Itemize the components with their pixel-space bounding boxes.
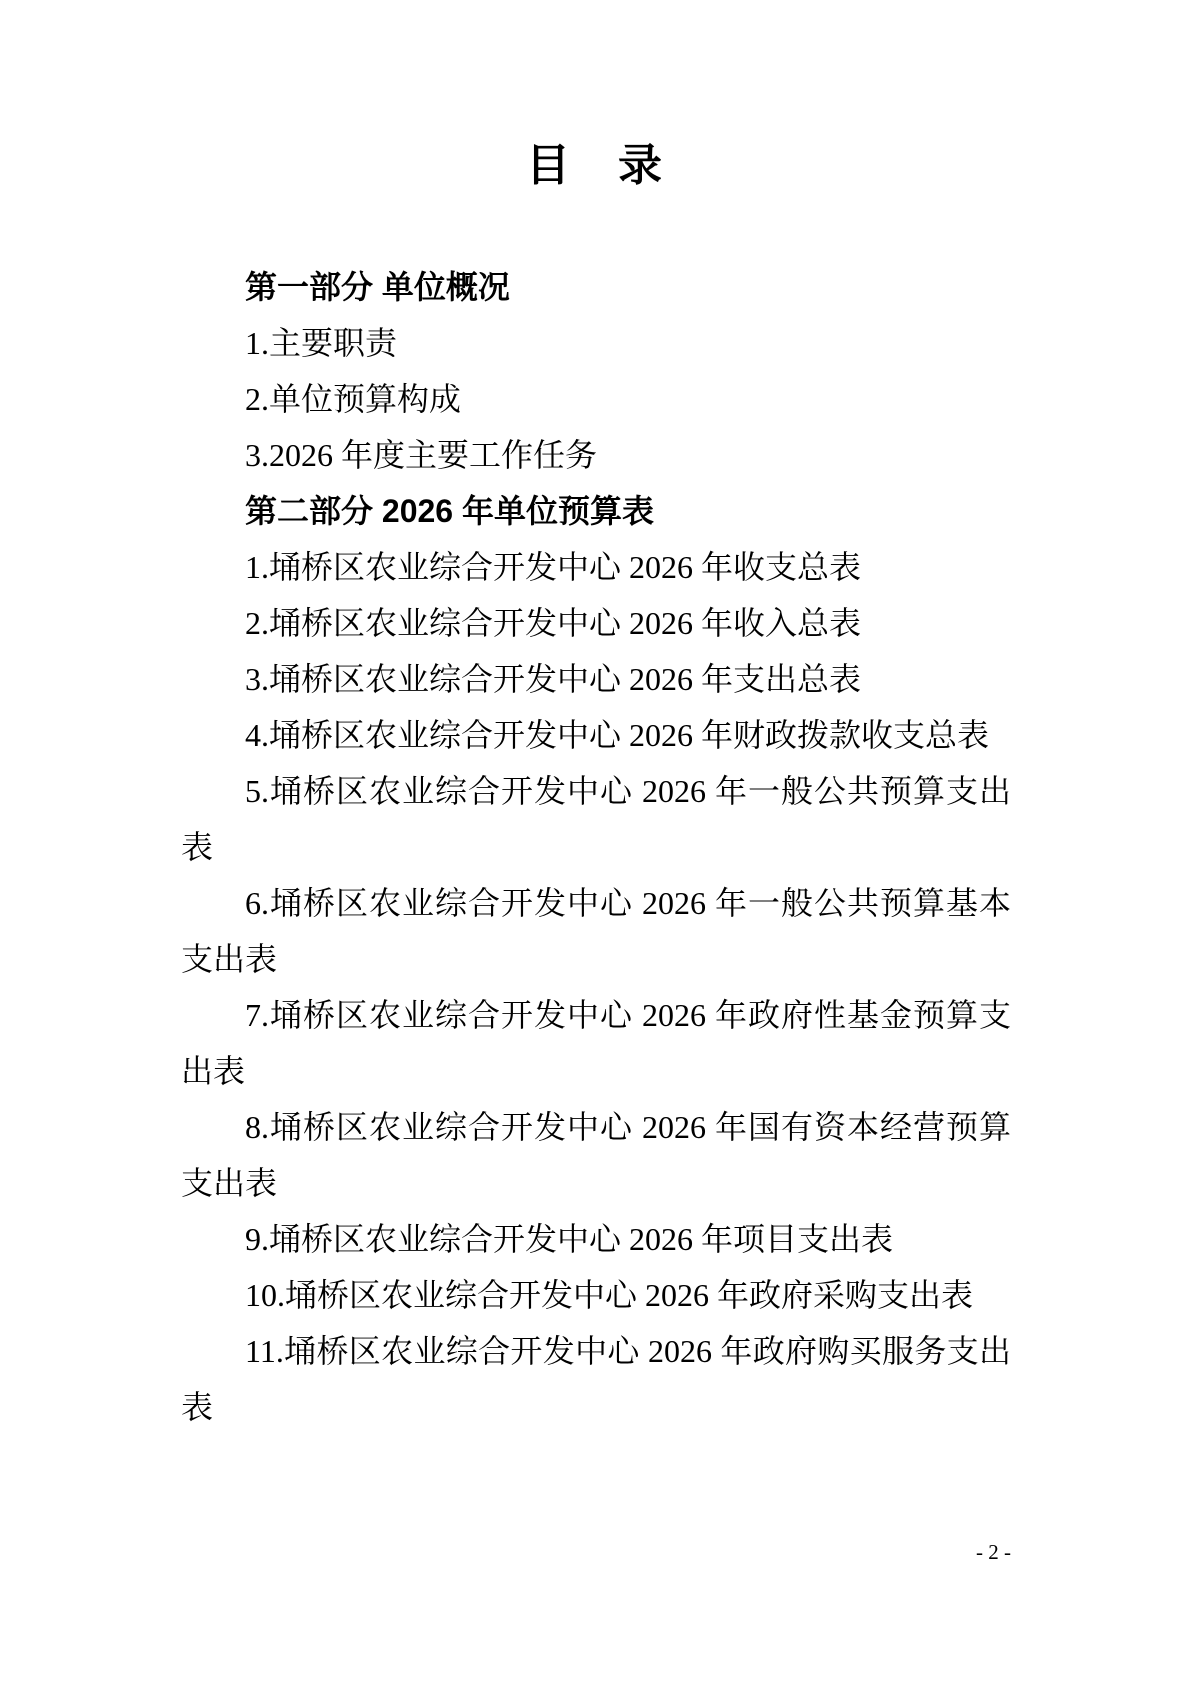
toc-section-heading-2: 第二部分 2026 年单位预算表 — [245, 493, 654, 529]
toc-entry: 4.埇桥区农业综合开发中心 2026 年财政拨款收支总表 — [245, 717, 990, 753]
toc-entry-continuation: 表 — [181, 1389, 214, 1425]
table-of-contents — [181, 259, 1011, 1435]
page-number: - 2 - — [976, 1540, 1011, 1564]
page-title: 目 录 — [526, 141, 664, 190]
toc-entry: 9.埇桥区农业综合开发中心 2026 年项目支出表 — [245, 1221, 894, 1257]
toc-entry: 1.主要职责 — [245, 325, 398, 361]
toc-entry: 11.埇桥区农业综合开发中心 2026 年政府购买服务支出 — [245, 1333, 1011, 1369]
toc-entry: 5.埇桥区农业综合开发中心 2026 年一般公共预算支出 — [245, 773, 1011, 809]
toc-entry: 8.埇桥区农业综合开发中心 2026 年国有资本经营预算 — [245, 1109, 1011, 1145]
toc-entry-continuation: 支出表 — [181, 1165, 278, 1201]
toc-entry-continuation: 支出表 — [181, 941, 278, 977]
toc-entry-continuation: 出表 — [181, 1053, 246, 1089]
toc-entry: 3.2026 年度主要工作任务 — [245, 437, 598, 473]
toc-entry: 10.埇桥区农业综合开发中心 2026 年政府采购支出表 — [245, 1277, 974, 1313]
toc-entry: 2.单位预算构成 — [245, 381, 462, 417]
toc-section-heading-1: 第一部分 单位概况 — [245, 269, 510, 305]
toc-entry: 6.埇桥区农业综合开发中心 2026 年一般公共预算基本 — [245, 885, 1011, 921]
toc-entry: 2.埇桥区农业综合开发中心 2026 年收入总表 — [245, 605, 862, 641]
toc-entry: 1.埇桥区农业综合开发中心 2026 年收支总表 — [245, 549, 862, 585]
toc-entry: 7.埇桥区农业综合开发中心 2026 年政府性基金预算支 — [245, 997, 1011, 1033]
toc-entry: 3.埇桥区农业综合开发中心 2026 年支出总表 — [245, 661, 862, 697]
toc-entry-continuation: 表 — [181, 829, 214, 865]
